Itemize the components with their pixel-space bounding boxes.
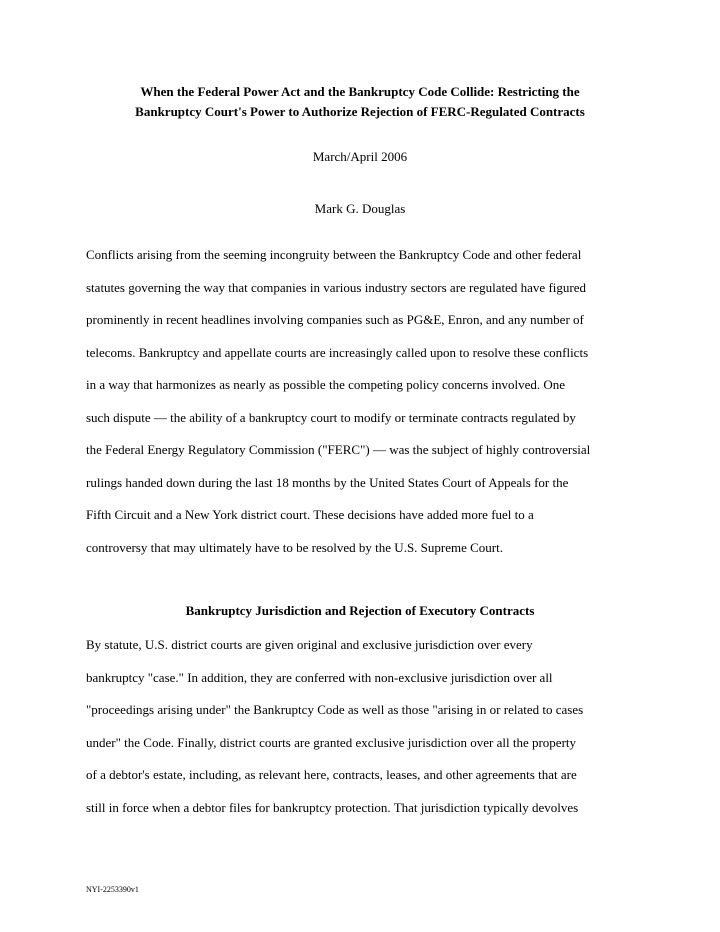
text-line: prominently in recent headlines involving companies such as PG&E, Enron, and any number of xyxy=(86,312,584,327)
author-name: Mark G. Douglas xyxy=(314,201,406,216)
text-line: Conflicts arising from the seeming incongruity between the Bankruptcy Code and other federal xyxy=(86,247,582,262)
text-line: in a way that harmonizes as nearly as possible the competing policy concerns involved. One xyxy=(86,377,566,392)
title-line: When the Federal Power Act and the Bankruptcy Code Collide: Restricting the xyxy=(140,84,580,99)
text-line: controversy that may ultimately have to be resolved by the U.S. Supreme Court. xyxy=(86,539,503,555)
text-line: of a debtor's estate, including, as relevant here, contracts, leases, and other agreements that are xyxy=(86,767,577,782)
text-line: "proceedings arising under" the Bankruptcy Code as well as those "arising in or related to cases xyxy=(86,702,584,717)
text-line: bankruptcy "case." In addition, they are conferred with non-exclusive jurisdiction over all xyxy=(86,669,553,685)
intro-paragraph xyxy=(86,239,646,564)
text-line: By statute, U.S. district courts are given original and exclusive jurisdiction over every xyxy=(86,637,533,652)
document-title xyxy=(60,82,660,122)
text-line: still in force when a debtor files for bankruptcy protection. That jurisdiction typically devolves xyxy=(86,799,579,815)
text-line: telecoms. Bankruptcy and appellate courts are increasingly called upon to resolve these conflicts xyxy=(86,344,589,360)
text-line: statutes governing the way that companies in various industry sectors are regulated have figured xyxy=(86,279,586,295)
document-id-footer: NYI-2253390v1 xyxy=(86,885,139,894)
section-paragraph xyxy=(86,629,646,824)
title-line: Bankruptcy Court's Power to Authorize Rejection of FERC-Regulated Contracts xyxy=(135,104,585,119)
text-line: the Federal Energy Regulatory Commission ("FERC") — was the subject of highly controversial xyxy=(86,442,591,457)
publication-date: March/April 2006 xyxy=(312,149,408,164)
text-line: rulings handed down during the last 18 months by the United States Court of Appeals for the xyxy=(86,474,569,490)
section-heading: Bankruptcy Jurisdiction and Rejection of Executory Contracts xyxy=(185,603,535,618)
text-line: under" the Code. Finally, district courts are granted exclusive jurisdiction over all the property xyxy=(86,734,577,750)
text-line: Fifth Circuit and a New York district court. These decisions have added more fuel to a xyxy=(86,507,534,522)
text-line: such dispute — the ability of a bankruptcy court to modify or terminate contracts regulated by xyxy=(86,409,576,425)
